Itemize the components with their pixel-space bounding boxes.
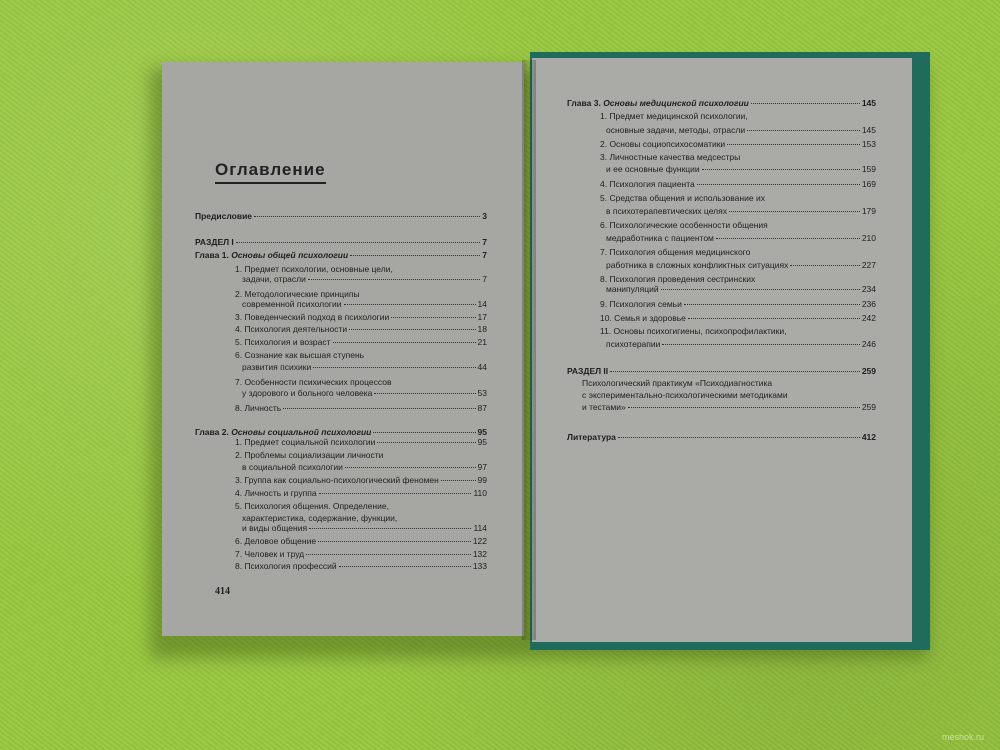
entry-page-number: 97 — [477, 462, 487, 472]
entry-page-number: 246 — [861, 339, 876, 349]
dot-leader — [628, 407, 860, 408]
dot-leader — [349, 329, 475, 330]
left-toc-entry — [235, 549, 487, 560]
entry-page-number: 210 — [861, 233, 876, 243]
dot-leader — [729, 211, 860, 212]
dot-leader — [661, 289, 860, 290]
right-toc-entry — [606, 260, 876, 271]
right-toc-entry — [606, 164, 876, 175]
entry-title: и тестами» — [582, 402, 626, 412]
entry-page-number: 133 — [472, 561, 487, 571]
entry-title: 3. Поведенческий подход в психологии — [235, 312, 390, 322]
dot-leader — [333, 342, 476, 343]
dot-leader — [350, 255, 480, 256]
book-spine — [522, 60, 536, 640]
dot-leader — [610, 371, 860, 372]
entry-title: 11. Основы психогигиены, психопрофилактики, — [600, 326, 787, 336]
left-toc-entry — [235, 324, 487, 335]
chapter-name: Основы общей психологии — [231, 250, 349, 260]
right-toc-entry — [582, 402, 876, 413]
entry-page-number: 145 — [861, 98, 876, 108]
dot-leader — [308, 279, 480, 280]
entry-title: в социальной психологии — [242, 462, 343, 472]
entry-page-number: 236 — [861, 299, 876, 309]
entry-page-number: 145 — [861, 125, 876, 135]
right-toc-entry — [606, 206, 876, 217]
dot-leader — [688, 318, 860, 319]
left-toc-entry — [242, 362, 487, 373]
left-toc-entry — [235, 450, 487, 461]
watermark: meshok.ru — [941, 732, 984, 742]
left-toc-entry — [235, 501, 487, 512]
entry-title: и виды общения — [242, 523, 308, 533]
left-toc-entry — [235, 475, 487, 486]
entry-title: РАЗДЕЛ II — [567, 366, 609, 376]
left-toc-entry — [235, 561, 487, 572]
entry-title: 5. Средства общения и использование их — [600, 193, 765, 203]
entry-page-number: 3 — [482, 211, 487, 221]
entry-page-number: 21 — [477, 337, 487, 347]
dot-leader — [344, 304, 476, 305]
entry-title: 6. Деловое общение — [235, 536, 317, 546]
dot-leader — [339, 566, 471, 567]
entry-title: характеристика, содержание, функции, — [242, 513, 398, 523]
entry-page-number: 87 — [477, 403, 487, 413]
entry-page-number: 7 — [482, 274, 487, 284]
entry-page-number: 110 — [473, 488, 487, 498]
left-toc-entry — [235, 437, 487, 448]
dot-leader — [441, 480, 476, 481]
entry-title: Глава 3. Основы медицинской психологии — [567, 98, 749, 108]
left-toc-entry — [195, 250, 487, 261]
left-toc-entry — [242, 462, 487, 473]
dot-leader — [236, 242, 480, 243]
entry-title: 8. Психология профессий — [235, 561, 337, 571]
entry-title: 10. Семья и здоровье — [600, 313, 686, 323]
left-toc-entry — [235, 536, 487, 547]
entry-title: 6. Психологические особенности общения — [600, 220, 768, 230]
entry-page-number: 132 — [472, 549, 487, 559]
entry-page-number: 53 — [477, 388, 487, 398]
dot-leader — [318, 541, 471, 542]
right-toc-entry — [600, 299, 876, 310]
entry-title: 8. Личность — [235, 403, 282, 413]
entry-page-number: 99 — [477, 475, 487, 485]
entry-page-number: 234 — [861, 284, 876, 294]
entry-title: Предисловие — [195, 211, 253, 221]
entry-title: 1. Предмет медицинской психологии, — [600, 111, 748, 121]
right-toc-entry — [600, 152, 876, 163]
left-toc-entry — [235, 377, 487, 388]
entry-title: 6. Сознание как высшая ступень — [235, 350, 365, 360]
right-toc-entry — [600, 247, 876, 258]
entry-title: Глава 1. Основы общей психологии — [195, 250, 349, 260]
dot-leader — [751, 103, 860, 104]
dot-leader — [697, 184, 860, 185]
left-toc-entry — [235, 350, 487, 361]
right-toc-entry — [606, 284, 876, 295]
left-toc-entry — [235, 488, 487, 499]
chapter-name: Основы социальной психологии — [231, 427, 372, 437]
entry-page-number: 44 — [477, 362, 487, 372]
right-toc-entry — [600, 179, 876, 190]
entry-page-number: 179 — [861, 206, 876, 216]
entry-page-number: 153 — [861, 139, 876, 149]
dot-leader — [618, 437, 860, 438]
right-toc-entry — [606, 125, 876, 136]
entry-title: Глава 2. Основы социальной психологии — [195, 427, 372, 437]
entry-title: работника в сложных конфликтных ситуациях — [606, 260, 789, 270]
right-toc-entry — [606, 339, 876, 350]
left-toc-entry — [242, 388, 487, 399]
entry-page-number: 18 — [477, 324, 487, 334]
toc-heading: Оглавление — [215, 160, 326, 184]
dot-leader — [747, 130, 860, 131]
left-toc-entry — [235, 312, 487, 323]
dot-leader — [306, 554, 471, 555]
entry-title: 5. Психология общения. Определение, — [235, 501, 389, 511]
entry-page-number: 169 — [861, 179, 876, 189]
entry-title: развития психики — [242, 362, 312, 372]
entry-page-number: 7 — [482, 237, 487, 247]
entry-title: в психотерапевтических целях — [606, 206, 727, 216]
right-toc-entry — [582, 390, 876, 401]
right-toc-entry — [600, 111, 876, 122]
right-toc-entry — [600, 326, 876, 337]
page-number: 414 — [215, 586, 230, 597]
entry-page-number: 122 — [472, 536, 487, 546]
entry-page-number: 159 — [861, 164, 876, 174]
entry-title: 1. Предмет социальной психологии — [235, 437, 376, 447]
entry-page-number: 95 — [477, 437, 487, 447]
left-toc-entry — [195, 211, 487, 222]
entry-title: Литература — [567, 432, 616, 442]
entry-title: РАЗДЕЛ I — [195, 237, 234, 247]
entry-title: задачи, отрасли — [242, 274, 306, 284]
right-toc-entry — [567, 98, 876, 109]
left-toc-entry — [242, 523, 487, 534]
dot-leader — [345, 467, 476, 468]
entry-title: 7. Человек и труд — [235, 549, 305, 559]
entry-title: медработника с пациентом — [606, 233, 714, 243]
entry-title: Психологический практикум «Психодиагностика — [582, 378, 773, 388]
entry-title: 2. Основы социопсихосоматики — [600, 139, 726, 149]
entry-page-number: 7 — [482, 250, 487, 260]
left-toc-entry — [242, 274, 487, 285]
right-toc-entry — [600, 193, 876, 204]
entry-title: с экспериментально-психологическими методиками — [582, 390, 788, 400]
entry-title: манипуляций — [606, 284, 659, 294]
entry-title: психотерапии — [606, 339, 661, 349]
dot-leader — [684, 304, 860, 305]
dot-leader — [374, 393, 475, 394]
right-toc-entry — [567, 432, 876, 443]
right-toc-entry — [582, 378, 876, 389]
entry-title: и ее основные функции — [606, 164, 700, 174]
entry-title: 4. Психология деятельности — [235, 324, 348, 334]
left-toc-entry — [235, 403, 487, 414]
right-toc-entry — [600, 313, 876, 324]
entry-page-number: 95 — [477, 427, 487, 437]
entry-title: 3. Группа как социально-психологический феномен — [235, 475, 439, 485]
right-toc-entry — [600, 139, 876, 150]
dot-leader — [254, 216, 480, 217]
entry-page-number: 412 — [861, 432, 876, 442]
right-toc-entry — [600, 220, 876, 231]
entry-title: 5. Психология и возраст — [235, 337, 331, 347]
dot-leader — [377, 442, 475, 443]
entry-title: современной психологии — [242, 299, 342, 309]
left-toc-entry — [235, 337, 487, 348]
dot-leader — [309, 528, 471, 529]
dot-leader — [283, 408, 475, 409]
dot-leader — [313, 367, 475, 368]
entry-title: 1. Предмет психологии, основные цели, — [235, 264, 393, 274]
entry-title: 2. Проблемы социализации личности — [235, 450, 384, 460]
entry-title: 9. Психология семьи — [600, 299, 682, 309]
entry-page-number: 114 — [473, 523, 487, 533]
entry-title: у здорового и больного человека — [242, 388, 373, 398]
entry-title: 7. Психология общения медицинского — [600, 247, 751, 257]
entry-title: основные задачи, методы, отрасли — [606, 125, 746, 135]
entry-title: 8. Психология проведения сестринских — [600, 274, 756, 284]
dot-leader — [727, 144, 860, 145]
dot-leader — [702, 169, 860, 170]
left-toc-entry — [195, 237, 487, 248]
left-toc-entry — [242, 299, 487, 310]
entry-title: 7. Особенности психических процессов — [235, 377, 392, 387]
entry-title: 3. Личностные качества медсестры — [600, 152, 741, 162]
entry-title: 4. Психология пациента — [600, 179, 695, 189]
entry-page-number: 259 — [861, 366, 876, 376]
chapter-name: Основы медицинской психологии — [603, 98, 749, 108]
dot-leader — [790, 265, 859, 266]
entry-page-number: 17 — [477, 312, 487, 322]
dot-leader — [662, 344, 859, 345]
entry-page-number: 242 — [861, 313, 876, 323]
right-toc-entry — [606, 233, 876, 244]
dot-leader — [716, 238, 860, 239]
entry-title: 2. Методологические принципы — [235, 289, 360, 299]
dot-leader — [391, 317, 475, 318]
right-toc-entry — [567, 366, 876, 377]
dot-leader — [373, 432, 475, 433]
entry-page-number: 227 — [861, 260, 876, 270]
entry-page-number: 259 — [861, 402, 876, 412]
dot-leader — [319, 493, 472, 494]
entry-title: 4. Личность и группа — [235, 488, 317, 498]
entry-page-number: 14 — [477, 299, 487, 309]
